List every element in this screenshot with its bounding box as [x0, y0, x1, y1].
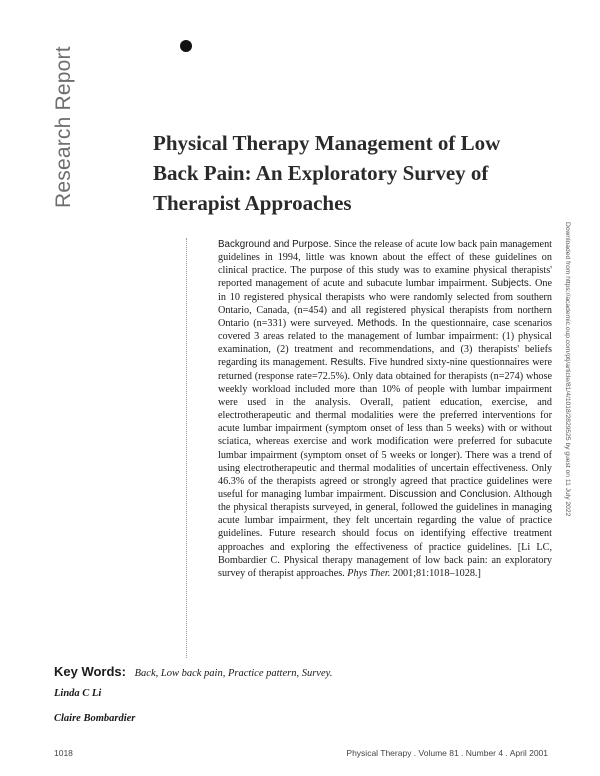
- background-text: Since the release of acute low back pain management guidelines in 1994, little was known about the effect of these guidelines on clinical practice. The purpose of this study was to examine physical therapists' reported management of acute and subacute lumbar impairment.: [218, 239, 552, 290]
- background-heading: Background and Purpose.: [218, 239, 332, 250]
- author-name: Claire Bombardier: [54, 713, 136, 724]
- keywords-terms: Back, Low back pain, Practice pattern, Survey.: [134, 668, 333, 679]
- keywords-label: Key Words:: [54, 664, 126, 679]
- author-name: Linda C Li: [54, 688, 102, 699]
- citation-journal: Phys Ther.: [347, 567, 391, 579]
- download-watermark: Downloaded from https://academic.oup.com/ptj/article/81/4/1018/2829525 by guest on 11 July 2022: [564, 222, 571, 517]
- results-text: Five hundred sixty-nine questionnaires were returned (response rate=72.5%). Only data obtained for therapists (n=274) whose weekly workload included more than 10% of people with lumbar impairment were used in the analysis. Overall, patient education, exercise, and electrotherapeutic and thermal modalities were the preferred interventions for acute lumbar impairment (symptom onset of less than 5 weeks) with or without sciatica, whereas exercise and work modification were preferred for subacute lumbar impairment (symptom onset of 5 weeks or longer). There was a trend of using electrotherapeutic and thermal modalities of uncertain effectiveness. Only 46.3% of the therapists agreed or strongly agreed that practice guidelines were useful for managing lumbar impairment.: [218, 357, 552, 500]
- keywords: [54, 664, 332, 679]
- title-line-2: Back Pain: An Exploratory Survey of: [153, 161, 489, 185]
- discussion-text: Although the physical therapists surveyed, in general, followed the guidelines in managing acute lumbar impairment, they felt uncertain regarding the value of practice guidelines. Future research should focus on identifying effective treatment approaches and exploring the effectiveness of practice guidelines. [Li LC, Bombardier C. Physical therapy management of low back pain: an exploratory survey of therapist approaches.: [218, 488, 552, 579]
- page-number: 1018: [54, 748, 73, 758]
- bullet-dot-icon: [180, 40, 192, 52]
- section-label: Research Report: [52, 46, 75, 208]
- abstract: [218, 238, 552, 580]
- results-heading: Results.: [330, 357, 366, 369]
- subjects-text: One in 10 registered physical therapists who were randomly selected from southern Ontario, Canada, (n=454) and all registered physical therapists from northern Ontario (n=331) were surveyed.: [218, 278, 552, 329]
- title-line-1: Physical Therapy Management of Low: [153, 131, 501, 155]
- abstract-divider: [186, 238, 187, 658]
- subjects-heading: Subjects.: [491, 278, 532, 290]
- methods-text: In the questionnaire, case scenarios covered 3 areas related to the management of lumbar impairment: (1) physical examination, (2) treatment and recommendations, and (3) therapists' beliefs regarding its management.: [218, 317, 553, 369]
- methods-heading: Methods.: [357, 317, 398, 329]
- discussion-heading: Discussion and Conclusion.: [389, 488, 511, 500]
- title-line-3: Therapist Approaches: [153, 191, 352, 215]
- journal-footer: Physical Therapy . Volume 81 . Number 4 . April 2001: [346, 748, 548, 758]
- citation-tail: 2001;81:1018–1028.]: [390, 567, 481, 579]
- article-title: [153, 128, 553, 218]
